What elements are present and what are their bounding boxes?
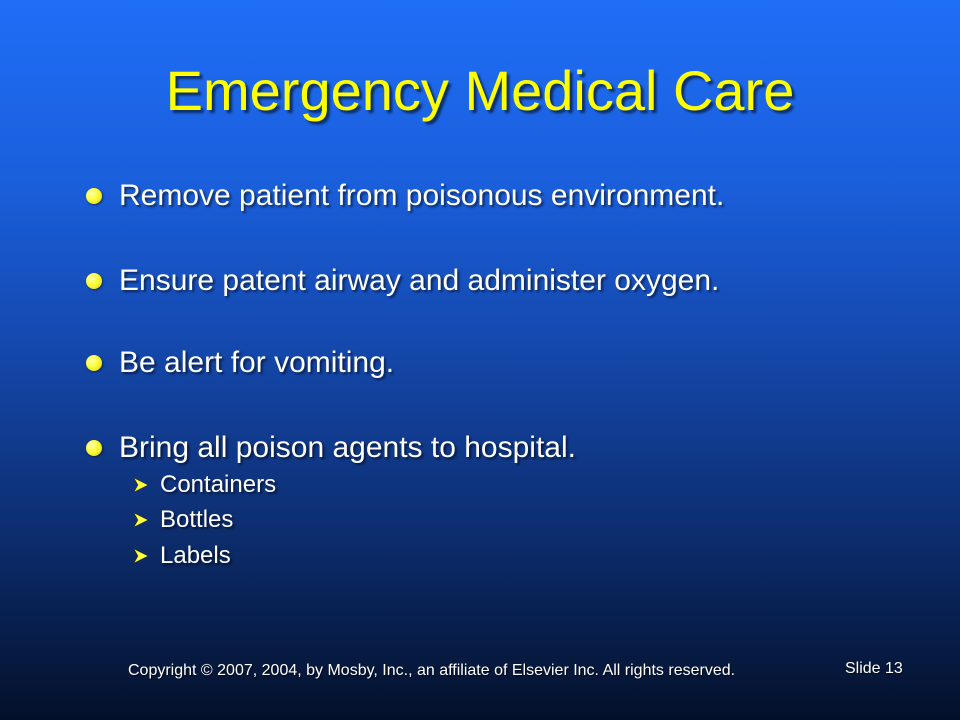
- sub-bullet-text: Labels: [160, 542, 231, 569]
- arrowhead-bullet-icon: [134, 478, 148, 492]
- slide-title: Emergency Medical Care: [165, 59, 795, 122]
- bullet-text: Bring all poison agents to hospital.: [119, 431, 576, 464]
- sub-bullet-item: [134, 470, 276, 500]
- sub-bullet-item: [134, 505, 233, 535]
- sub-bullet-text: Containers: [160, 471, 277, 498]
- sub-bullet-text: Bottles: [160, 506, 234, 533]
- bullet-dot-icon: [86, 273, 102, 289]
- bullet-dot-icon: [86, 188, 102, 204]
- copyright-footer: Copyright © 2007, 2004, by Mosby, Inc., an affiliate of Elsevier Inc. All rights reserved.: [128, 662, 736, 679]
- arrowhead-bullet-icon: [134, 513, 148, 527]
- bullet-item: [86, 178, 724, 214]
- bullet-text: Be alert for vomiting.: [119, 346, 395, 379]
- bullet-item: [86, 263, 719, 299]
- bullet-dot-icon: [86, 440, 102, 456]
- arrowhead-bullet-icon: [134, 549, 148, 563]
- bullet-text: Ensure patent airway and administer oxygen.: [119, 264, 720, 297]
- slide-number: Slide 13: [845, 660, 903, 677]
- bullet-dot-icon: [86, 355, 102, 371]
- sub-bullet-item: [134, 541, 231, 571]
- bullet-item: [86, 430, 576, 466]
- bullet-text: Remove patient from poisonous environment.: [119, 179, 725, 212]
- bullet-item: [86, 345, 394, 381]
